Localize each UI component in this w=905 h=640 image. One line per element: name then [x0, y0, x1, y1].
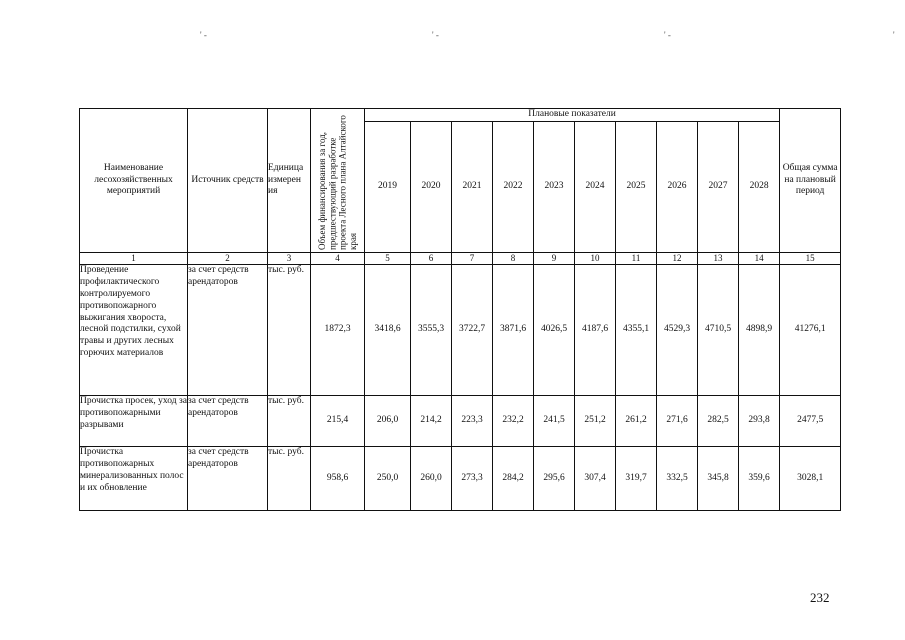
- year-header: 2024: [575, 121, 616, 252]
- year-value-cell: 319,7: [616, 447, 657, 511]
- year-value-cell: 232,2: [493, 396, 534, 447]
- column-number: 4: [311, 253, 365, 265]
- col-activity-header: Наименование лесохозяйственных мероприятий: [80, 109, 188, 253]
- column-number: 9: [534, 253, 575, 265]
- year-value-cell: 241,5: [534, 396, 575, 447]
- table-row: [80, 447, 841, 511]
- year-value-cell: 284,2: [493, 447, 534, 511]
- year-value-cell: 3555,3: [411, 265, 452, 396]
- year-header: 2027: [698, 121, 739, 252]
- table-row: [80, 265, 841, 396]
- table-row: [80, 396, 841, 447]
- column-number: 14: [739, 253, 780, 265]
- volume-cell: 1872,3: [311, 265, 365, 396]
- column-number: 3: [268, 253, 311, 265]
- year-header: 2021: [452, 121, 493, 252]
- year-value-cell: 345,8: [698, 447, 739, 511]
- col-unit-header: Единица измерен ия: [268, 109, 311, 253]
- column-number: 11: [616, 253, 657, 265]
- year-value-cell: 271,6: [657, 396, 698, 447]
- col-volume-label: Объем финансирования за год, предшествующий разработке проекта Лесного плана Алтайского края: [316, 114, 358, 250]
- column-number-row: [80, 253, 841, 265]
- year-value-cell: 295,6: [534, 447, 575, 511]
- source-cell: за счет средств арендаторов: [188, 396, 268, 447]
- year-header: 2028: [739, 121, 780, 252]
- year-header: 2025: [616, 121, 657, 252]
- page-number: 232: [810, 590, 830, 605]
- column-number: 15: [780, 253, 841, 265]
- year-value-cell: 4898,9: [739, 265, 780, 396]
- plan-group-header: Плановые показатели: [365, 109, 780, 122]
- year-value-cell: 250,0: [365, 447, 411, 511]
- year-value-cell: 273,3: [452, 447, 493, 511]
- scan-artifacts: ' - ' - ' - ': [200, 30, 895, 40]
- year-value-cell: 4710,5: [698, 265, 739, 396]
- year-value-cell: 223,3: [452, 396, 493, 447]
- col-volume-header: [311, 109, 365, 253]
- year-value-cell: 261,2: [616, 396, 657, 447]
- activity-cell: Прочистка противопожарных минерализованных полос и их обновление: [80, 447, 188, 511]
- year-value-cell: 260,0: [411, 447, 452, 511]
- forestry-plan-table: [79, 108, 841, 511]
- column-number: 6: [411, 253, 452, 265]
- year-value-cell: 251,2: [575, 396, 616, 447]
- column-number: 5: [365, 253, 411, 265]
- year-value-cell: 3418,6: [365, 265, 411, 396]
- column-number: 8: [493, 253, 534, 265]
- year-header: 2023: [534, 121, 575, 252]
- year-value-cell: 4187,6: [575, 265, 616, 396]
- total-cell: 2477,5: [780, 396, 841, 447]
- volume-cell: 958,6: [311, 447, 365, 511]
- year-value-cell: 293,8: [739, 396, 780, 447]
- column-number: 12: [657, 253, 698, 265]
- unit-cell: тыс. руб.: [268, 447, 311, 511]
- volume-cell: 215,4: [311, 396, 365, 447]
- year-value-cell: 359,6: [739, 447, 780, 511]
- col-source-header: Источник средств: [188, 109, 268, 253]
- year-value-cell: 4355,1: [616, 265, 657, 396]
- year-value-cell: 206,0: [365, 396, 411, 447]
- year-value-cell: 3722,7: [452, 265, 493, 396]
- year-value-cell: 4529,3: [657, 265, 698, 396]
- column-number: 7: [452, 253, 493, 265]
- year-header: 2022: [493, 121, 534, 252]
- year-value-cell: 4026,5: [534, 265, 575, 396]
- column-number: 1: [80, 253, 188, 265]
- source-cell: за счет средств арендаторов: [188, 265, 268, 396]
- year-header: 2020: [411, 121, 452, 252]
- unit-cell: тыс. руб.: [268, 396, 311, 447]
- year-value-cell: 307,4: [575, 447, 616, 511]
- column-number: 10: [575, 253, 616, 265]
- activity-cell: Проведение профилактического контролируемого противопожарного выжигания хвороста, лесной подстилки, сухой травы и других лесных горючих материалов: [80, 265, 188, 396]
- year-value-cell: 332,5: [657, 447, 698, 511]
- year-header: 2019: [365, 121, 411, 252]
- year-header: 2026: [657, 121, 698, 252]
- total-cell: 41276,1: [780, 265, 841, 396]
- column-number: 2: [188, 253, 268, 265]
- activity-cell: Прочистка просек, уход за противопожарными разрывами: [80, 396, 188, 447]
- total-cell: 3028,1: [780, 447, 841, 511]
- source-cell: за счет средств арендаторов: [188, 447, 268, 511]
- column-number: 13: [698, 253, 739, 265]
- unit-cell: тыс. руб.: [268, 265, 311, 396]
- year-value-cell: 282,5: [698, 396, 739, 447]
- header-row: [80, 109, 841, 122]
- col-total-header: Общая сумма на плановый период: [780, 109, 841, 253]
- year-value-cell: 214,2: [411, 396, 452, 447]
- year-value-cell: 3871,6: [493, 265, 534, 396]
